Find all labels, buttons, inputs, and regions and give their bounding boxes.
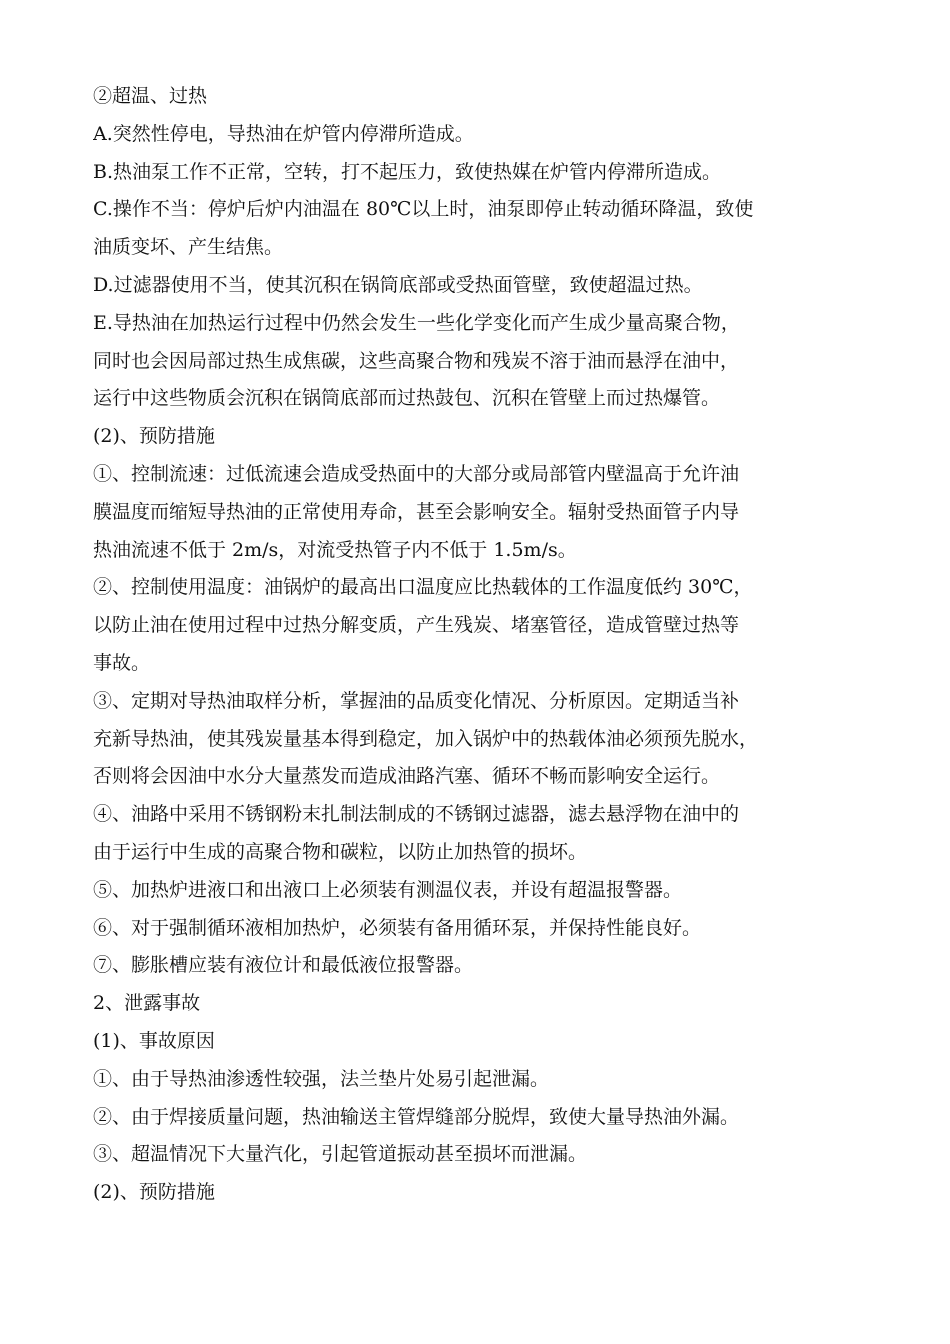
measure-3-line2: 充新导热油，使其残炭量基本得到稳定，加入锅炉中的热载体油必须预先脱水， <box>93 727 759 750</box>
leak-cause-1: ①、由于导热油渗透性较强，法兰垫片处易引起泄漏。 <box>93 1067 550 1090</box>
cause-b: B.热油泵工作不正常，空转，打不起压力，致使热媒在炉管内停滞所造成。 <box>93 160 722 183</box>
measure-3-line1: ③、定期对导热油取样分析，掌握油的品质变化情况、分析原因。定期适当补 <box>93 689 740 712</box>
heading-leak-prevention: (2)、预防措施 <box>93 1181 215 1204</box>
measure-3-line3: 否则将会因油中水分大量蒸发而造成油路汽塞、循环不畅而影响安全运行。 <box>93 765 721 788</box>
cause-e-line3: 运行中这些物质会沉积在锅筒底部而过热鼓包、沉积在管壁上而过热爆管。 <box>93 387 721 410</box>
leak-cause-3: ③、超温情况下大量汽化，引起管道振动甚至损坏而泄漏。 <box>93 1143 588 1166</box>
cause-c-line1: C.操作不当：停炉后炉内油温在 80℃以上时，油泵即停止转动循环降温，致使 <box>93 198 754 221</box>
measure-4-line2: 由于运行中生成的高聚合物和碳粒，以防止加热管的损坏。 <box>93 840 588 863</box>
heading-leak-accident: 2、泄露事故 <box>93 992 201 1015</box>
measure-2-line2: 以防止油在使用过程中过热分解变质，产生残炭、堵塞管径，造成管壁过热等 <box>93 614 740 637</box>
measure-7: ⑦、膨胀槽应装有液位计和最低液位报警器。 <box>93 954 474 977</box>
measure-1-line2: 膜温度而缩短导热油的正常使用寿命，甚至会影响安全。辐射受热面管子内导 <box>93 500 740 523</box>
measure-1-line3: 热油流速不低于 2m/s，对流受热管子内不低于 1.5m/s。 <box>93 538 577 561</box>
measure-5: ⑤、加热炉进液口和出液口上必须装有测温仪表，并设有超温报警器。 <box>93 878 683 901</box>
measure-2-line3: 事故。 <box>93 651 151 674</box>
cause-a: A.突然性停电，导热油在炉管内停滞所造成。 <box>93 122 474 145</box>
document-page <box>93 78 873 1212</box>
measure-6: ⑥、对于强制循环液相加热炉，必须装有备用循环泵，并保持性能良好。 <box>93 916 702 939</box>
leak-cause-2: ②、由于焊接质量问题，热油输送主管焊缝部分脱焊，致使大量导热油外漏。 <box>93 1105 740 1128</box>
heading-leak-causes: (1)、事故原因 <box>93 1029 215 1052</box>
cause-c-line2: 油质变坏、产生结焦。 <box>93 236 284 259</box>
measure-2-line1: ②、控制使用温度：油锅炉的最高出口温度应比热载体的工作温度低约 30℃， <box>93 576 753 599</box>
cause-d: D.过滤器使用不当，使其沉积在锅筒底部或受热面管壁，致使超温过热。 <box>93 273 703 296</box>
heading-prevention: (2)、预防措施 <box>93 425 215 448</box>
heading-overtemp: ②超温、过热 <box>93 85 208 107</box>
cause-e-line1: E.导热油在加热运行过程中仍然会发生一些化学变化而产生成少量高聚合物， <box>93 311 740 334</box>
measure-1-line1: ①、控制流速：过低流速会造成受热面中的大部分或局部管内壁温高于允许油 <box>93 462 740 485</box>
measure-4-line1: ④、油路中采用不锈钢粉末扎制法制成的不锈钢过滤器，滤去悬浮物在油中的 <box>93 803 740 826</box>
cause-e-line2: 同时也会因局部过热生成焦碳，这些高聚合物和残炭不溶于油而悬浮在油中， <box>93 349 740 372</box>
